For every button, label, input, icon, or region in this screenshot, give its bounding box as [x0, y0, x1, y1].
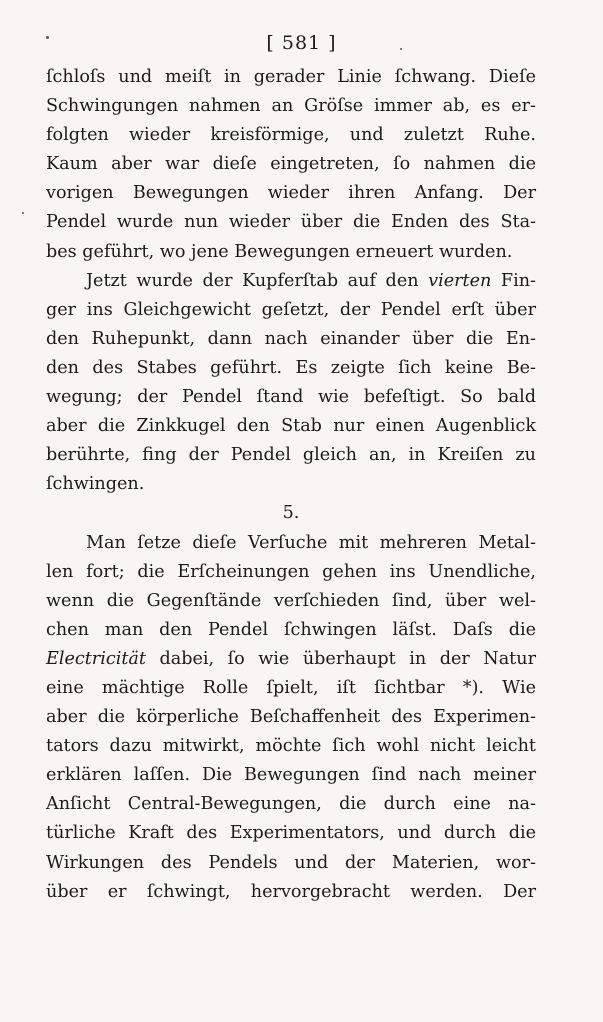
- text-line: tators dazu mitwirkt, möchte ſich wohl nicht leicht: [46, 736, 536, 757]
- text-line: Pendel wurde nun wieder über die Enden des Sta-: [46, 212, 536, 233]
- print-speck: [22, 212, 24, 214]
- body-text: [46, 63, 536, 907]
- text-line: bes geführt, wo jene Bewegungen erneuert wurden.: [46, 241, 513, 262]
- text-line: ger ins Gleichgewicht geſetzt, der Pendel erſt über: [46, 299, 536, 320]
- text-line: den des Stabes geführt. Es zeigte ſich keine Be-: [46, 357, 536, 378]
- text-line: ſchloſs und meiſt in gerader Linie ſchwang. Dieſe: [46, 67, 536, 87]
- text-line: berührte, fing der Pendel gleich an, in Kreiſen zu: [46, 445, 536, 466]
- text-line: aber die Zinkkugel den Stab nur einen Augenblick: [46, 416, 536, 437]
- text-line: Electricität dabei, ſo wie überhaupt in der Natur: [46, 648, 536, 669]
- paragraphs-before-section: [46, 63, 536, 499]
- text-line: vorigen Bewegungen wieder ihren Anfang. Der: [46, 183, 536, 204]
- paragraphs-after-section: [46, 529, 536, 907]
- section-number: 5.: [282, 503, 300, 524]
- text-line: den Ruhepunkt, dann nach einander über die En-: [46, 328, 536, 349]
- text-line: über er ſchwingt, hervorgebracht werden. Der: [46, 881, 536, 902]
- text-line: ſchwingen.: [46, 474, 145, 495]
- text-line: folgten wieder kreisförmige, und zuletzt Ruhe.: [46, 125, 536, 146]
- text-line: chen man den Pendel ſchwingen läſst. Daſs die: [46, 619, 536, 640]
- page-number: [ 581 ]: [266, 32, 337, 54]
- text-line: aber die körperliche Beſchaffenheit des Experimen-: [46, 707, 536, 728]
- text-line: Man ſetze dieſe Verſuche mit mehreren Metal-: [86, 532, 536, 553]
- text-line: Anſicht Central-Bewegungen, die durch eine na-: [46, 794, 536, 815]
- text-line: eine mächtige Rolle ſpielt, iſt ſichtbar *). Wie: [46, 677, 536, 698]
- print-speck: [46, 36, 49, 39]
- text-line: Jetzt wurde der Kupferſtab auf den vierten Fin-: [86, 270, 536, 291]
- text-line: len fort; die Erſcheinungen gehen ins Unendliche,: [46, 561, 536, 582]
- text-line: wenn die Gegenſtände verſchieden ſind, über wel-: [46, 590, 536, 611]
- text-line: Wirkungen des Pendels und der Materien, wor-: [46, 852, 536, 873]
- print-speck: [400, 48, 402, 50]
- text-line: wegung; der Pendel ſtand wie befeſtigt. So bald: [46, 387, 536, 408]
- text-line: Schwingungen nahmen an Gröſse immer ab, es er-: [46, 96, 536, 117]
- text-line: Kaum aber war dieſe eingetreten, ſo nahmen die: [46, 154, 536, 175]
- text-line: erklären laſſen. Die Bewegungen ſind nach meiner: [46, 765, 536, 786]
- text-line: türliche Kraft des Experimentators, und durch die: [46, 823, 536, 844]
